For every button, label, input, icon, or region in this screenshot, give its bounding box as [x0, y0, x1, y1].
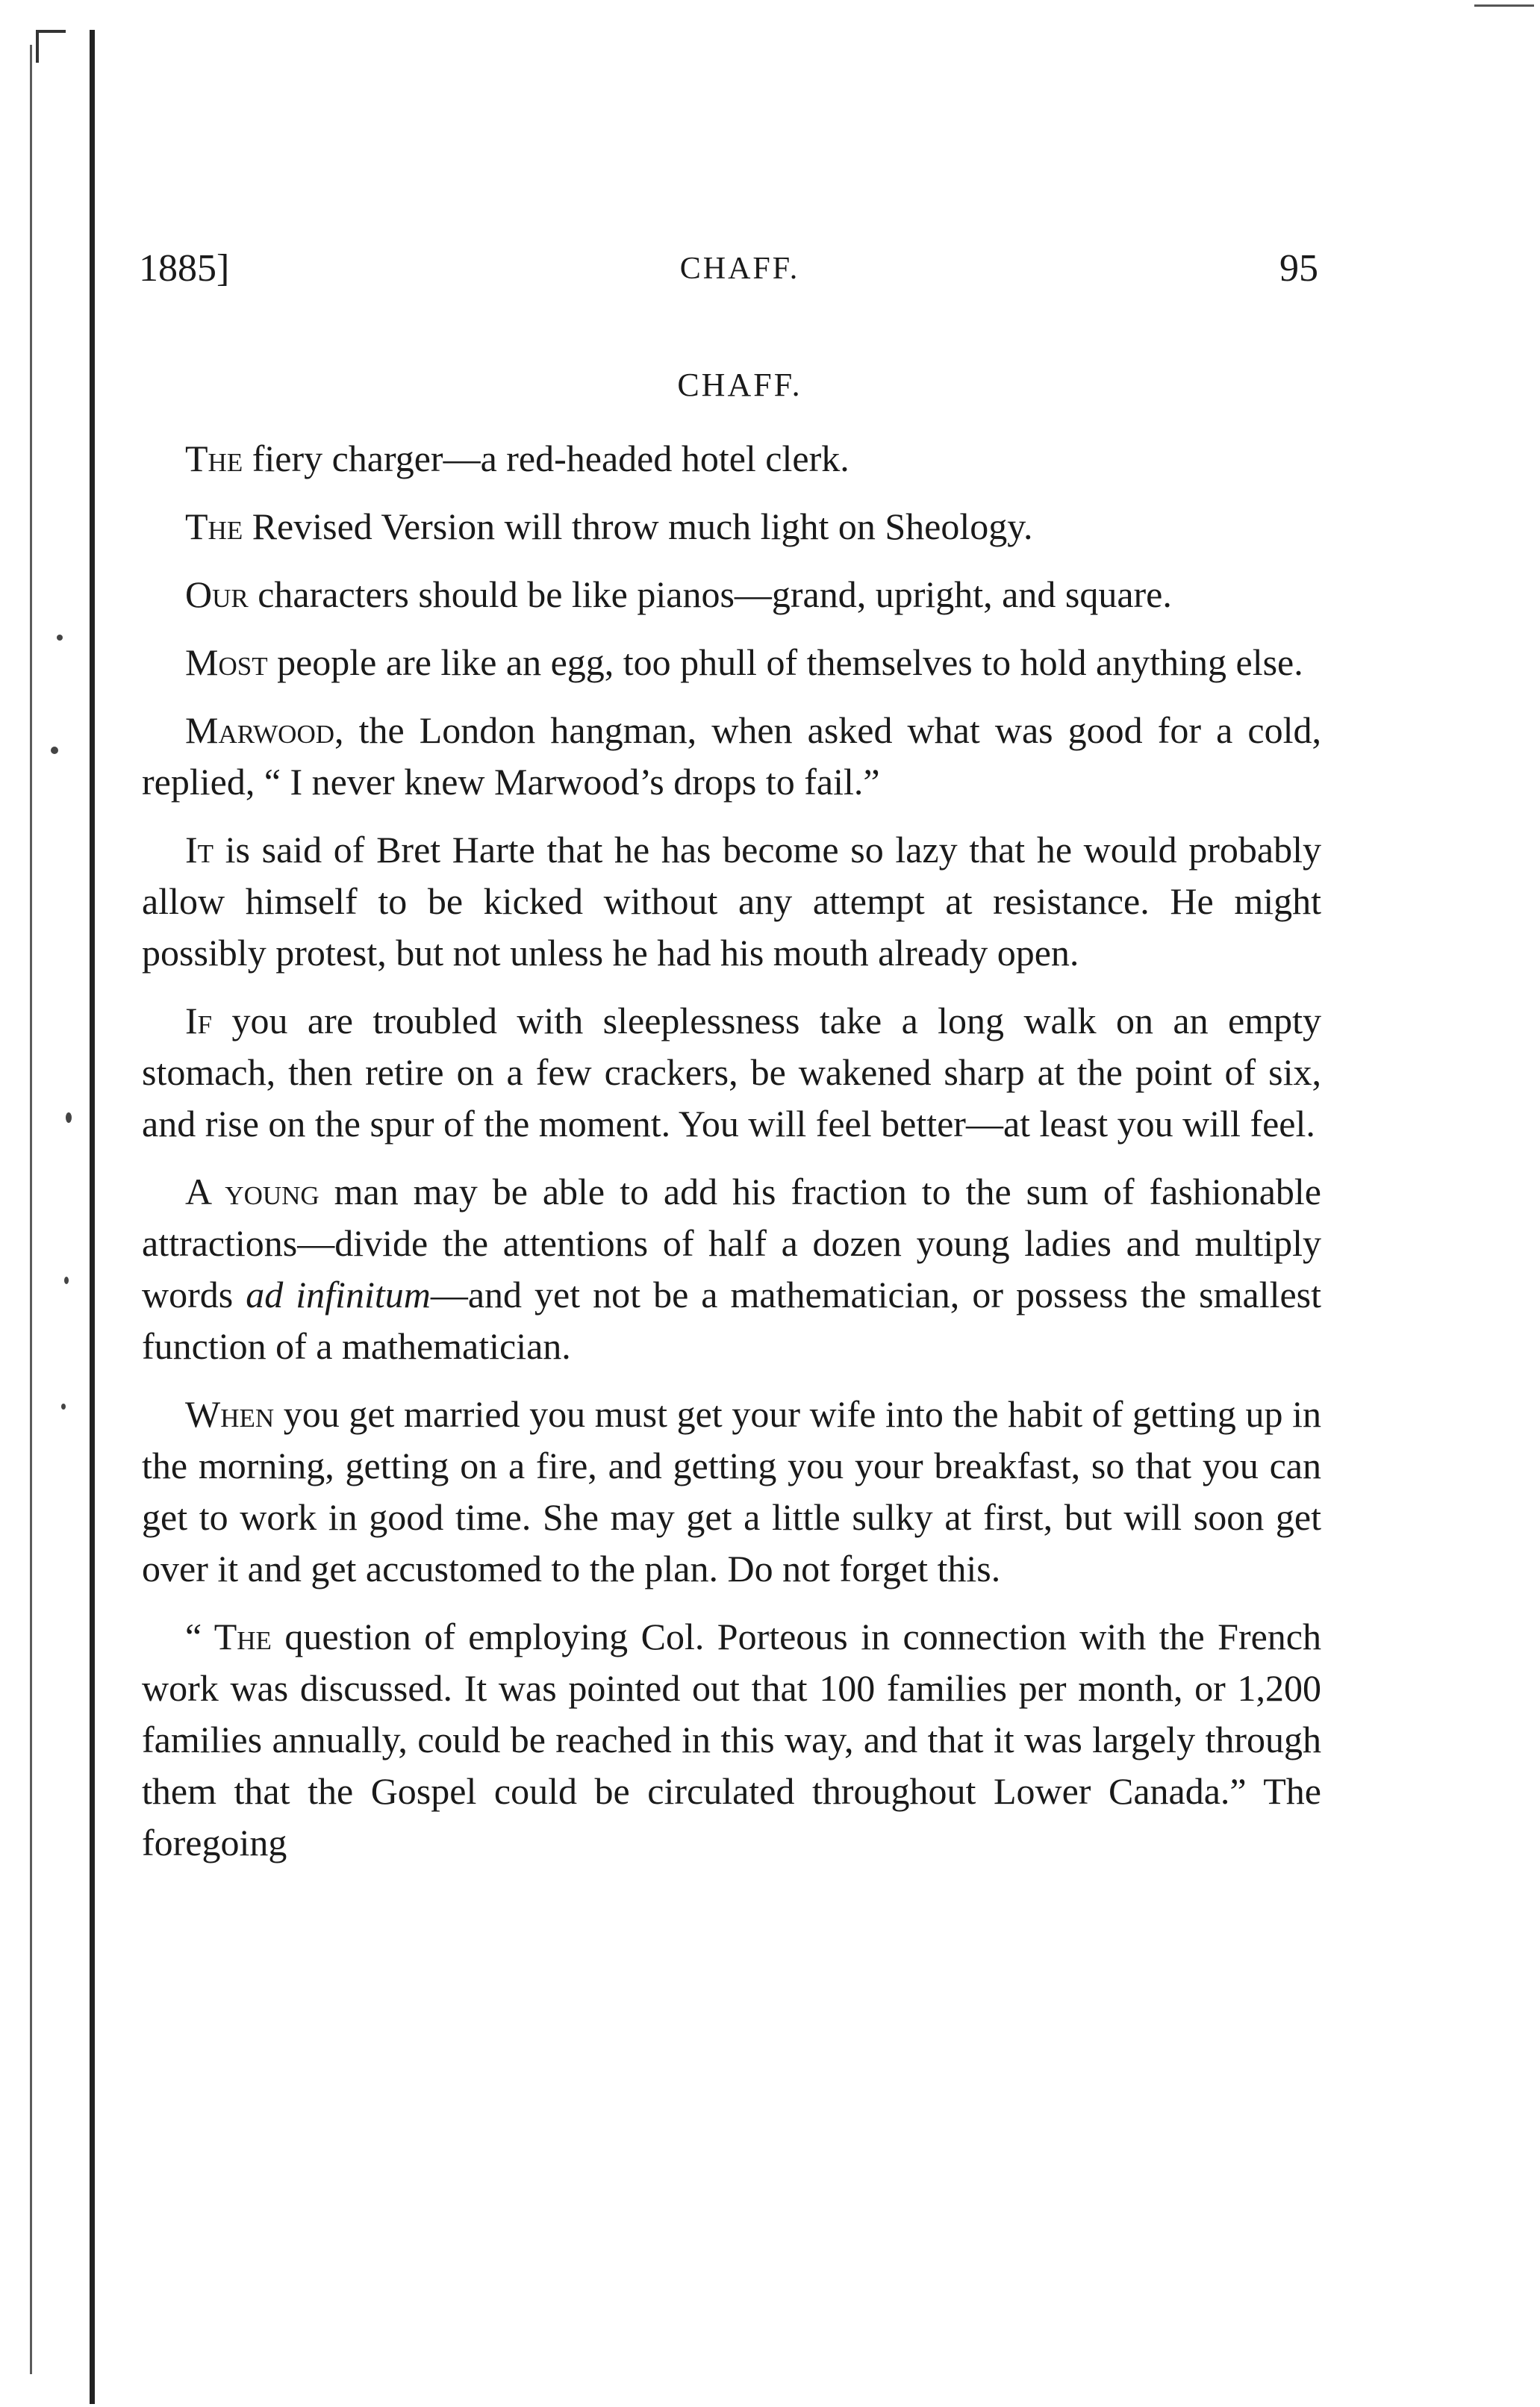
- paragraph-text: question of employing Col. Porteous in connection with the French work was discussed. It was pointed out that 100 families per month, or 1,200 families annually, could be reached in this way, and that it was largely through them that the Gospel could be circulated throughout Lower Canada.” The foregoing: [142, 1616, 1321, 1863]
- paragraph: [142, 995, 1321, 1150]
- running-head-year: 1885]: [139, 247, 230, 290]
- paragraph: [142, 824, 1321, 979]
- lead-word: A young: [185, 1171, 319, 1212]
- lead-word: Most: [185, 641, 268, 683]
- lead-word: “ The: [185, 1616, 272, 1657]
- corner-rule: [1474, 4, 1534, 7]
- italic-phrase: ad infinitum: [246, 1274, 431, 1315]
- speck: [66, 1112, 72, 1123]
- article-body: [142, 433, 1321, 1885]
- binding-mark: [36, 30, 66, 63]
- paragraph: [142, 433, 1321, 485]
- running-head: [139, 246, 1318, 291]
- paragraph-text: —and yet not be a mathematician, or possess the smallest function of a mathematician.: [142, 1274, 1322, 1367]
- paragraph: [142, 569, 1321, 620]
- paragraph-text: fiery charger—a red-headed hotel clerk.: [243, 438, 850, 479]
- paragraph-text: , the London hangman, when asked what was good for a cold, replied, “ I never knew Marwood’s drops to fail.”: [142, 709, 1321, 803]
- paragraph-text: you are troubled with sleeplessness take a long walk on an empty stomach, then retire on a few crackers, be wakened sharp at the point of six, and rise on the spur of the moment. You will feel better—at least you will feel.: [142, 1000, 1321, 1145]
- page-number: 95: [1279, 247, 1318, 290]
- paragraph: [142, 1611, 1321, 1869]
- article-title: CHAFF.: [677, 367, 802, 403]
- speck: [64, 1277, 69, 1284]
- lead-word: If: [185, 1000, 213, 1041]
- paragraph-text: you get married you must get your wife into the habit of getting up in the morning, getting on a fire, and getting you your breakfast, so that you can get to work in good time. She may get a little sulky at first, but will soon get over it and get accustomed to the plan. Do not forget this.: [142, 1393, 1321, 1589]
- speck: [61, 1404, 66, 1410]
- lead-word: When: [185, 1393, 275, 1435]
- paragraph: [142, 501, 1321, 552]
- binding-edge-inner: [90, 30, 101, 2404]
- running-head-title: CHAFF.: [679, 252, 800, 286]
- paragraph: [142, 1166, 1321, 1372]
- paragraph: [142, 1389, 1321, 1595]
- paragraph-text: Revised Version will throw much light on Sheology.: [243, 505, 1033, 547]
- lead-word: Marwood: [185, 709, 335, 751]
- lead-word: The: [185, 505, 243, 547]
- binding-edge-outer: [30, 45, 37, 2374]
- paragraph-text: man may be able to add his fraction to the sum of fashionable attractions—divide the attentions of half a dozen young ladies and multiply words: [142, 1171, 1322, 1315]
- lead-word: It: [185, 829, 214, 871]
- paragraph: [142, 705, 1321, 808]
- paragraph-text: is said of Bret Harte that he has become so lazy that he would probably allow himself to be kicked without any attempt at resistance. He might possibly protest, but not unless he had his mouth already open.: [142, 829, 1321, 974]
- lead-word: The: [185, 438, 243, 479]
- paragraph-text: characters should be like pianos—grand, upright, and square.: [248, 573, 1172, 615]
- paragraph: [142, 637, 1321, 688]
- speck: [57, 635, 63, 641]
- speck: [51, 747, 58, 754]
- lead-word: Our: [185, 573, 249, 615]
- paragraph-text: people are like an egg, too phull of themselves to hold anything else.: [267, 641, 1303, 683]
